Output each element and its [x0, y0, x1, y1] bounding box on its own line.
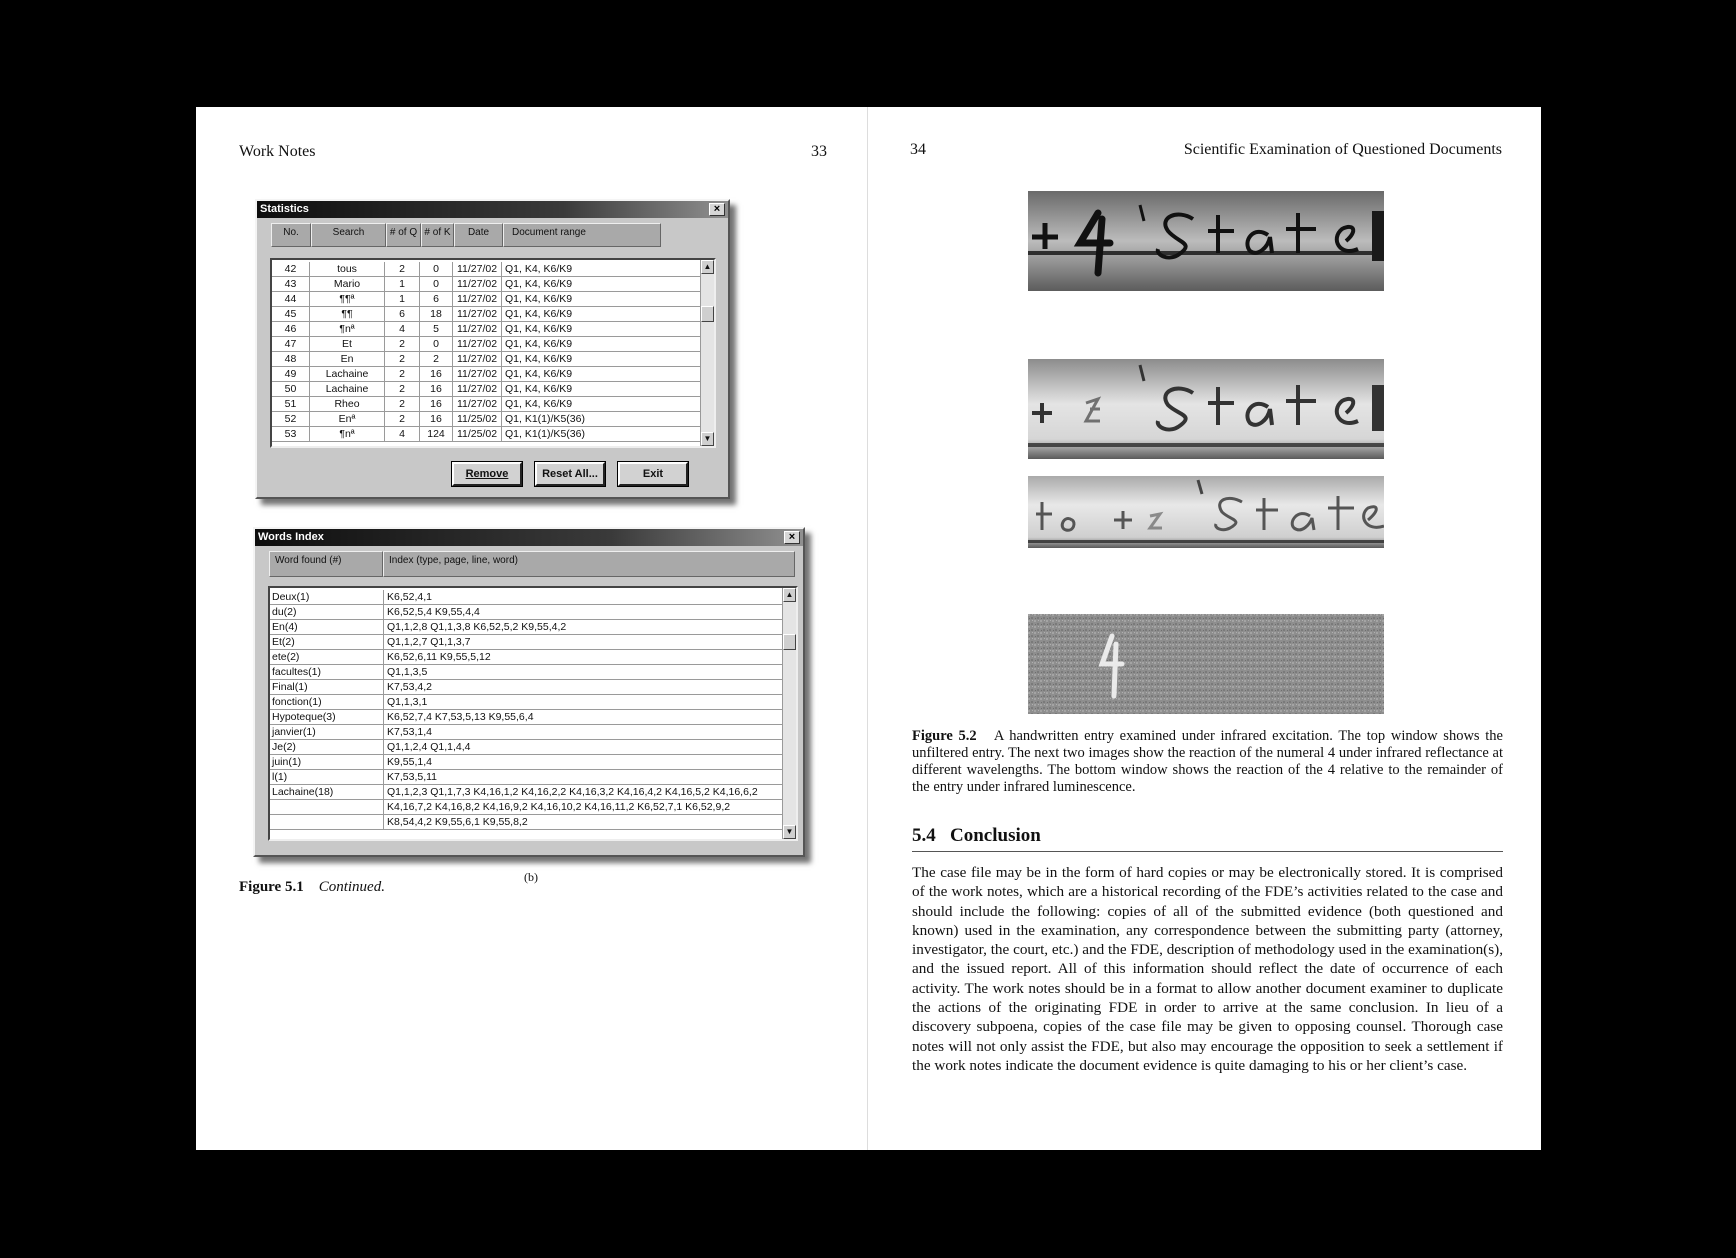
statistics-close-button[interactable]: × — [709, 203, 725, 216]
index-cell: Q1,1,2,4 Q1,1,4,4 — [387, 741, 471, 753]
exit-button[interactable]: Exit — [618, 462, 688, 486]
words-index-window — [253, 527, 805, 857]
index-cell: K6,52,5,4 K9,55,4,4 — [387, 606, 480, 618]
list-item[interactable] — [270, 785, 782, 800]
table-cell: ¶¶ª — [310, 292, 385, 307]
table-cell: 11/27/02 — [453, 382, 502, 397]
index-cell: K7,53,4,2 — [387, 681, 432, 693]
page-number-right: 34 — [910, 141, 926, 158]
left-page — [196, 107, 868, 1150]
list-item[interactable] — [270, 605, 782, 620]
index-cell: K4,16,7,2 K4,16,8,2 K4,16,9,2 K4,16,10,2 K4,16,11,2 K6,52,7,1 K6,52,9,2 — [387, 801, 731, 813]
table-row[interactable] — [272, 382, 700, 397]
table-cell: 0 — [420, 277, 453, 292]
caption-text: Continued. — [318, 879, 385, 895]
words-index-title: Words Index — [258, 531, 324, 543]
table-cell: Q1, K4, K6/K9 — [505, 323, 573, 335]
word-found-cell: ete(2) — [270, 650, 384, 665]
scroll-down-arrow-icon[interactable]: ▼ — [701, 432, 714, 446]
caption-label: Figure 5.2 — [912, 728, 977, 744]
table-cell: 4 — [385, 322, 420, 337]
caption-label: Figure 5.1 — [239, 879, 304, 895]
statistics-title-bar — [257, 201, 728, 218]
table-cell: 124 — [420, 427, 453, 442]
index-cell: Q1,1,2,8 Q1,1,3,8 K6,52,5,2 K9,55,4,2 — [387, 621, 567, 633]
statistics-title: Statistics — [260, 203, 309, 215]
table-cell: Et — [310, 337, 385, 352]
table-cell: 16 — [420, 412, 453, 427]
table-cell: Q1, K4, K6/K9 — [505, 308, 573, 320]
statistics-column-header[interactable]: Document range — [503, 223, 661, 247]
table-cell: 2 — [385, 352, 420, 367]
word-found-cell: En(4) — [270, 620, 384, 635]
table-cell: 48 — [272, 352, 310, 367]
statistics-column-header[interactable]: Date — [454, 223, 503, 247]
table-cell: ¶nª — [310, 427, 385, 442]
table-cell: Q1, K4, K6/K9 — [505, 263, 573, 275]
table-cell: 2 — [385, 397, 420, 412]
table-cell: 2 — [420, 352, 453, 367]
words-index-scrollbar[interactable] — [782, 588, 796, 839]
word-found-cell — [270, 800, 384, 815]
table-cell: 1 — [385, 277, 420, 292]
table-cell: 11/27/02 — [453, 322, 502, 337]
table-cell: 11/27/02 — [453, 277, 502, 292]
index-cell: Q1,1,2,3 Q1,1,7,3 K4,16,1,2 K4,16,2,2 K4,16,3,2 K4,16,4,2 K4,16,5,2 K4,16,6,2 — [387, 786, 758, 798]
table-row[interactable] — [272, 427, 700, 442]
scroll-up-arrow-icon[interactable]: ▲ — [701, 260, 714, 274]
table-cell: 16 — [420, 382, 453, 397]
table-row[interactable] — [272, 262, 700, 277]
index-cell: K7,53,1,4 — [387, 726, 432, 738]
table-cell: tous — [310, 262, 385, 277]
index-cell: K7,53,5,11 — [387, 771, 438, 783]
table-cell: Enª — [310, 412, 385, 427]
table-cell: 2 — [385, 367, 420, 382]
ir-image-reflectance-2 — [1028, 476, 1384, 548]
section-title: Conclusion — [950, 825, 1041, 846]
table-row[interactable] — [272, 307, 700, 322]
scroll-thumb[interactable] — [783, 634, 796, 650]
figure-5-1-caption — [239, 879, 385, 896]
word-found-cell: l(1) — [270, 770, 384, 785]
subfigure-label: (b) — [524, 870, 538, 884]
table-cell: 4 — [385, 427, 420, 442]
scroll-down-arrow-icon[interactable]: ▼ — [783, 825, 796, 839]
list-item[interactable] — [270, 770, 782, 785]
scroll-thumb[interactable] — [701, 306, 714, 322]
list-item[interactable] — [270, 800, 782, 815]
table-row[interactable] — [272, 397, 700, 412]
table-cell: 45 — [272, 307, 310, 322]
caption-text: A handwritten entry examined under infrared excitation. The top window shows the unfiltered entry. The next two images show the reaction of the numeral 4 under infrared reflectance at different wavelengths. The bottom window shows the reaction of the 4 relative to the remainder of the entry under infrared luminescence. — [912, 728, 1503, 795]
table-cell: 2 — [385, 337, 420, 352]
table-row[interactable] — [272, 337, 700, 352]
statistics-scrollbar[interactable] — [700, 260, 714, 446]
table-cell: 5 — [420, 322, 453, 337]
list-item[interactable] — [270, 695, 782, 710]
table-row[interactable] — [272, 322, 700, 337]
table-cell: Lachaine — [310, 367, 385, 382]
index-cell: K6,52,4,1 — [387, 591, 432, 603]
table-cell: 2 — [385, 382, 420, 397]
list-item[interactable] — [270, 635, 782, 650]
table-cell: 0 — [420, 262, 453, 277]
table-cell: 6 — [420, 292, 453, 307]
list-item[interactable] — [270, 755, 782, 770]
right-page — [868, 107, 1541, 1150]
word-found-cell: Hypoteque(3) — [270, 710, 384, 725]
table-cell: ¶nª — [310, 322, 385, 337]
words-index-title-bar — [255, 529, 803, 546]
index-cell: Q1,1,3,5 — [387, 666, 428, 678]
table-cell: Q1, K4, K6/K9 — [505, 398, 573, 410]
table-cell: 2 — [385, 412, 420, 427]
table-row[interactable] — [272, 352, 700, 367]
section-heading — [912, 825, 1503, 852]
table-cell: Q1, K4, K6/K9 — [505, 383, 573, 395]
table-row[interactable] — [272, 277, 700, 292]
table-cell: 51 — [272, 397, 310, 412]
words-index-column-header[interactable]: Index (type, page, line, word) — [383, 551, 795, 577]
table-row[interactable] — [272, 292, 700, 307]
table-cell: 0 — [420, 337, 453, 352]
table-cell: 16 — [420, 367, 453, 382]
table-cell: En — [310, 352, 385, 367]
statistics-column-header[interactable]: # of K — [421, 223, 454, 247]
table-cell: 53 — [272, 427, 310, 442]
table-cell: 47 — [272, 337, 310, 352]
table-cell: 1 — [385, 292, 420, 307]
index-cell: Q1,1,2,7 Q1,1,3,7 — [387, 636, 471, 648]
table-cell: 11/25/02 — [453, 412, 502, 427]
word-found-cell: Final(1) — [270, 680, 384, 695]
table-cell: Lachaine — [310, 382, 385, 397]
table-cell: 49 — [272, 367, 310, 382]
list-item[interactable] — [270, 815, 782, 830]
table-cell: 16 — [420, 397, 453, 412]
remove-button-label: Remove — [465, 468, 509, 480]
words-index-close-button[interactable]: × — [784, 531, 800, 544]
word-found-cell — [270, 815, 384, 830]
index-cell: Q1,1,3,1 — [387, 696, 428, 708]
reset-all-button[interactable]: Reset All... — [535, 462, 605, 486]
ir-image-unfiltered — [1028, 191, 1384, 291]
index-cell: K6,52,6,11 K9,55,5,12 — [387, 651, 491, 663]
table-cell: 11/25/02 — [453, 427, 502, 442]
word-found-cell: janvier(1) — [270, 725, 384, 740]
body-paragraph: The case file may be in the form of hard copies or may be electronically stored. It is comprised of the work notes, which are a historical recording of the FDE’s activities related to the case and should include the following: copies of all of the submitted evidence (both questioned and known) used in the examination, any correspondence between the submitting party (attorney, investigator, the court, etc.) and the FDE, description of methodology used in the examination(s), and the issued report. All of this information should reflect the date of occurrence of each activity. The work notes should be in a format to allow another document examiner to duplicate the actions of the originating FDE in order to arrive at the same conclusion. In lieu of a discovery subpoena, copies of the case file may be given to opposing counsel. Thorough case notes will not only assist the FDE, but also may encourage the opposition to seek a settlement if the work notes indicate the document evidence is quite damaging to his or her client’s case. — [912, 864, 1503, 1074]
table-cell: 42 — [272, 262, 310, 277]
table-cell: 18 — [420, 307, 453, 322]
statistics-column-header[interactable]: Search — [311, 223, 386, 247]
table-cell: 50 — [272, 382, 310, 397]
statistics-list[interactable] — [270, 258, 716, 448]
word-found-cell: facultes(1) — [270, 665, 384, 680]
running-head-right: Scientific Examination of Questioned Documents — [1183, 141, 1502, 158]
table-cell: Mario — [310, 277, 385, 292]
list-item[interactable] — [270, 680, 782, 695]
word-found-cell: Et(2) — [270, 635, 384, 650]
running-head-left: Work Notes — [239, 143, 316, 160]
table-cell: 11/27/02 — [453, 337, 502, 352]
word-found-cell: juin(1) — [270, 755, 384, 770]
list-item[interactable] — [270, 665, 782, 680]
table-cell: Q1, K1(1)/K5(36) — [505, 413, 585, 425]
table-cell: 46 — [272, 322, 310, 337]
table-cell: 11/27/02 — [453, 307, 502, 322]
table-cell: 11/27/02 — [453, 367, 502, 382]
table-cell: Q1, K1(1)/K5(36) — [505, 428, 585, 440]
list-item[interactable] — [270, 590, 782, 605]
table-cell: 11/27/02 — [453, 397, 502, 412]
word-found-cell: Je(2) — [270, 740, 384, 755]
statistics-window — [255, 199, 730, 499]
word-found-cell: Lachaine(18) — [270, 785, 384, 800]
page-number-left: 33 — [811, 143, 827, 160]
index-cell: K6,52,7,4 K7,53,5,13 K9,55,6,4 — [387, 711, 534, 723]
table-cell: Q1, K4, K6/K9 — [505, 338, 573, 350]
list-item[interactable] — [270, 650, 782, 665]
ir-image-luminescence — [1028, 614, 1384, 714]
words-index-list[interactable] — [268, 586, 798, 841]
table-cell: 2 — [385, 262, 420, 277]
index-cell: K9,55,1,4 — [387, 756, 432, 768]
list-item[interactable] — [270, 710, 782, 725]
table-cell: Q1, K4, K6/K9 — [505, 293, 573, 305]
word-found-cell: du(2) — [270, 605, 384, 620]
words-index-column-header[interactable]: Word found (#) — [269, 551, 383, 577]
list-item[interactable] — [270, 740, 782, 755]
figure-5-2-caption — [912, 728, 1503, 796]
table-cell: Rheo — [310, 397, 385, 412]
table-cell: ¶¶ — [310, 307, 385, 322]
table-cell: Q1, K4, K6/K9 — [505, 278, 573, 290]
table-cell: Q1, K4, K6/K9 — [505, 353, 573, 365]
table-cell: Q1, K4, K6/K9 — [505, 368, 573, 380]
index-cell: K8,54,4,2 K9,55,6,1 K9,55,8,2 — [387, 816, 528, 828]
table-cell: 43 — [272, 277, 310, 292]
section-number: 5.4 — [912, 825, 936, 846]
scroll-up-arrow-icon[interactable]: ▲ — [783, 588, 796, 602]
ir-image-reflectance-1 — [1028, 359, 1384, 459]
list-item[interactable] — [270, 620, 782, 635]
table-cell: 11/27/02 — [453, 262, 502, 277]
table-cell: 52 — [272, 412, 310, 427]
statistics-column-header[interactable]: No. — [271, 223, 311, 247]
table-cell: 11/27/02 — [453, 352, 502, 367]
table-cell: 44 — [272, 292, 310, 307]
table-row[interactable] — [272, 367, 700, 382]
list-item[interactable] — [270, 725, 782, 740]
table-cell: 11/27/02 — [453, 292, 502, 307]
word-found-cell: Deux(1) — [270, 590, 384, 605]
table-cell: 6 — [385, 307, 420, 322]
table-row[interactable] — [272, 412, 700, 427]
statistics-column-header[interactable]: # of Q — [386, 223, 421, 247]
word-found-cell: fonction(1) — [270, 695, 384, 710]
remove-button[interactable] — [452, 462, 522, 486]
